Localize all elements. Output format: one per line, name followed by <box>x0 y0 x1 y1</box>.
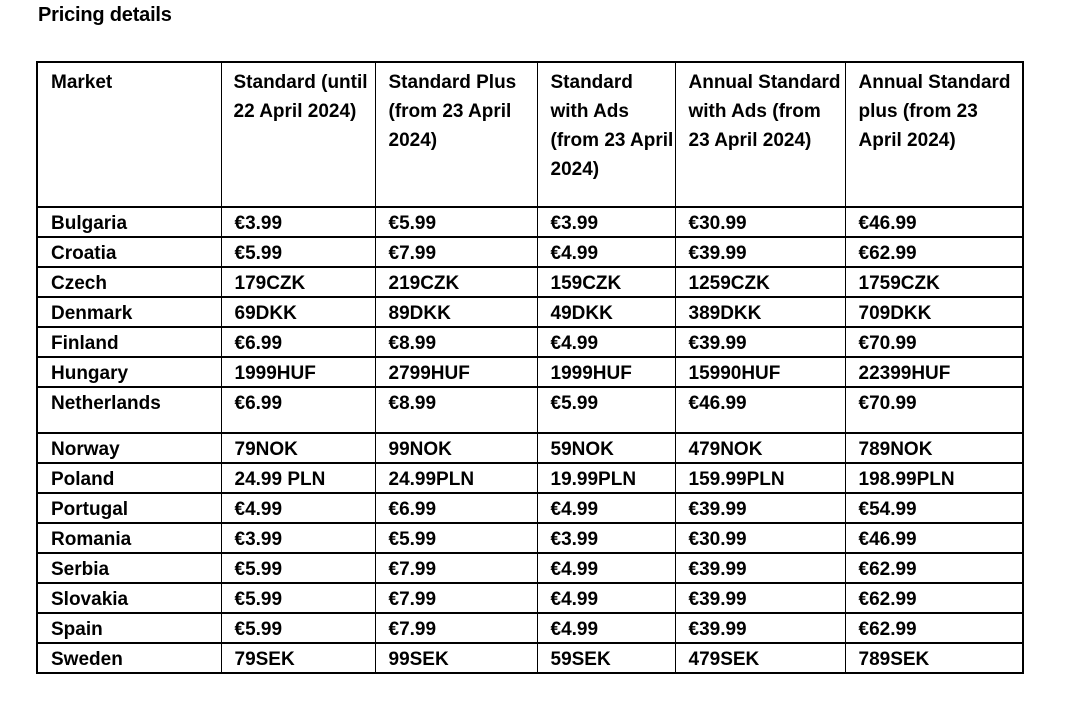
cell-annual-standard-with-ads: €30.99 <box>675 523 845 553</box>
cell-standard-plus: 89DKK <box>375 297 537 327</box>
cell-standard-with-ads: 159CZK <box>537 267 675 297</box>
table-row <box>37 643 1023 673</box>
cell-market: Croatia <box>37 237 221 267</box>
cell-standard-with-ads: €4.99 <box>537 553 675 583</box>
cell-annual-standard-with-ads: €39.99 <box>675 237 845 267</box>
cell-annual-standard-with-ads: €39.99 <box>675 553 845 583</box>
cell-standard-plus: 219CZK <box>375 267 537 297</box>
cell-standard-with-ads: €4.99 <box>537 493 675 523</box>
cell-standard-with-ads: 1999HUF <box>537 357 675 387</box>
cell-annual-standard-plus: 789NOK <box>845 433 1023 463</box>
cell-standard-with-ads: €3.99 <box>537 523 675 553</box>
cell-annual-standard-plus: €46.99 <box>845 523 1023 553</box>
cell-annual-standard-with-ads: 479SEK <box>675 643 845 673</box>
cell-market: Hungary <box>37 357 221 387</box>
cell-market: Czech <box>37 267 221 297</box>
cell-annual-standard-plus: 1759CZK <box>845 267 1023 297</box>
table-row <box>37 553 1023 583</box>
cell-standard: €5.99 <box>221 613 375 643</box>
cell-market: Slovakia <box>37 583 221 613</box>
cell-annual-standard-plus: €62.99 <box>845 237 1023 267</box>
cell-standard: 79SEK <box>221 643 375 673</box>
cell-standard-with-ads: 19.99PLN <box>537 463 675 493</box>
table-row <box>37 493 1023 523</box>
table-row <box>37 267 1023 297</box>
cell-annual-standard-plus: €62.99 <box>845 613 1023 643</box>
cell-annual-standard-plus: 789SEK <box>845 643 1023 673</box>
cell-annual-standard-with-ads: 389DKK <box>675 297 845 327</box>
cell-standard: 1999HUF <box>221 357 375 387</box>
cell-annual-standard-plus: €70.99 <box>845 327 1023 357</box>
cell-market: Spain <box>37 613 221 643</box>
pricing-table <box>36 61 1024 674</box>
cell-annual-standard-with-ads: 159.99PLN <box>675 463 845 493</box>
cell-standard-plus: €5.99 <box>375 207 537 237</box>
cell-annual-standard-with-ads: €39.99 <box>675 613 845 643</box>
pricing-table-body <box>37 207 1023 673</box>
table-row <box>37 327 1023 357</box>
cell-market: Netherlands <box>37 387 221 433</box>
cell-annual-standard-plus: 709DKK <box>845 297 1023 327</box>
page-title: Pricing details <box>38 4 172 26</box>
cell-annual-standard-with-ads: €30.99 <box>675 207 845 237</box>
cell-standard-plus: €7.99 <box>375 237 537 267</box>
table-row <box>37 463 1023 493</box>
table-row <box>37 387 1023 433</box>
cell-market: Finland <box>37 327 221 357</box>
table-row <box>37 297 1023 327</box>
cell-standard: €3.99 <box>221 523 375 553</box>
cell-market: Portugal <box>37 493 221 523</box>
cell-standard-with-ads: 59SEK <box>537 643 675 673</box>
cell-standard: 79NOK <box>221 433 375 463</box>
cell-standard-with-ads: €4.99 <box>537 237 675 267</box>
cell-standard: €5.99 <box>221 553 375 583</box>
cell-standard: €6.99 <box>221 387 375 433</box>
cell-annual-standard-with-ads: €46.99 <box>675 387 845 433</box>
cell-standard-plus: €6.99 <box>375 493 537 523</box>
cell-market: Bulgaria <box>37 207 221 237</box>
cell-market: Serbia <box>37 553 221 583</box>
table-header-row <box>37 62 1023 207</box>
cell-standard: €3.99 <box>221 207 375 237</box>
cell-standard-plus: €7.99 <box>375 583 537 613</box>
cell-standard: €5.99 <box>221 583 375 613</box>
column-header-annual-standard-with-ads: Annual Standard with Ads (from 23 April 2024) <box>675 62 845 207</box>
cell-standard-plus: €8.99 <box>375 387 537 433</box>
cell-standard-with-ads: 59NOK <box>537 433 675 463</box>
cell-standard-plus: 99NOK <box>375 433 537 463</box>
table-row <box>37 207 1023 237</box>
table-row <box>37 433 1023 463</box>
cell-standard-with-ads: €4.99 <box>537 327 675 357</box>
table-row <box>37 583 1023 613</box>
cell-standard: 24.99 PLN <box>221 463 375 493</box>
column-header-annual-standard-plus: Annual Standard plus (from 23 April 2024) <box>845 62 1023 207</box>
cell-standard-plus: 24.99PLN <box>375 463 537 493</box>
table-row <box>37 523 1023 553</box>
cell-standard: 69DKK <box>221 297 375 327</box>
cell-annual-standard-with-ads: 15990HUF <box>675 357 845 387</box>
cell-annual-standard-plus: 22399HUF <box>845 357 1023 387</box>
column-header-standard-plus: Standard Plus (from 23 April 2024) <box>375 62 537 207</box>
column-header-standard-with-ads: Standard with Ads (from 23 April 2024) <box>537 62 675 207</box>
cell-standard-with-ads: €3.99 <box>537 207 675 237</box>
table-row <box>37 357 1023 387</box>
cell-standard-with-ads: €5.99 <box>537 387 675 433</box>
cell-annual-standard-plus: €54.99 <box>845 493 1023 523</box>
cell-market: Sweden <box>37 643 221 673</box>
cell-annual-standard-with-ads: €39.99 <box>675 493 845 523</box>
cell-standard-plus: 2799HUF <box>375 357 537 387</box>
cell-annual-standard-with-ads: €39.99 <box>675 327 845 357</box>
cell-market: Norway <box>37 433 221 463</box>
cell-market: Denmark <box>37 297 221 327</box>
cell-market: Romania <box>37 523 221 553</box>
cell-standard-with-ads: €4.99 <box>537 583 675 613</box>
cell-annual-standard-plus: 198.99PLN <box>845 463 1023 493</box>
cell-standard: €5.99 <box>221 237 375 267</box>
cell-standard-plus: €7.99 <box>375 553 537 583</box>
cell-standard-plus: €7.99 <box>375 613 537 643</box>
cell-annual-standard-with-ads: 1259CZK <box>675 267 845 297</box>
column-header-market: Market <box>37 62 221 207</box>
cell-standard-with-ads: €4.99 <box>537 613 675 643</box>
table-row <box>37 237 1023 267</box>
cell-annual-standard-plus: €46.99 <box>845 207 1023 237</box>
cell-annual-standard-plus: €70.99 <box>845 387 1023 433</box>
cell-annual-standard-plus: €62.99 <box>845 553 1023 583</box>
cell-market: Poland <box>37 463 221 493</box>
cell-standard-with-ads: 49DKK <box>537 297 675 327</box>
cell-annual-standard-with-ads: 479NOK <box>675 433 845 463</box>
cell-standard-plus: €5.99 <box>375 523 537 553</box>
cell-standard-plus: €8.99 <box>375 327 537 357</box>
column-header-standard: Standard (until 22 April 2024) <box>221 62 375 207</box>
cell-standard: €6.99 <box>221 327 375 357</box>
cell-standard-plus: 99SEK <box>375 643 537 673</box>
cell-annual-standard-plus: €62.99 <box>845 583 1023 613</box>
table-row <box>37 613 1023 643</box>
cell-standard: €4.99 <box>221 493 375 523</box>
cell-standard: 179CZK <box>221 267 375 297</box>
cell-annual-standard-with-ads: €39.99 <box>675 583 845 613</box>
